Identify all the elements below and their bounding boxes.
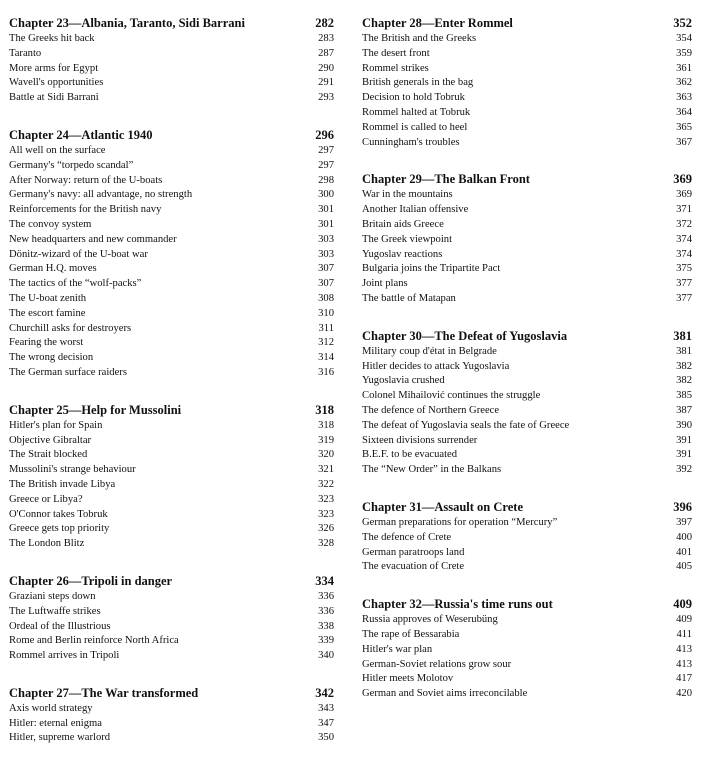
entry-page-number: 391 xyxy=(676,434,692,446)
chapter-block xyxy=(9,402,334,552)
toc-entry xyxy=(9,522,334,537)
chapter-title: Chapter 32—Russia's time runs out xyxy=(362,597,553,612)
entry-title: Sixteen divisions surrender xyxy=(362,434,478,446)
toc-entry xyxy=(9,634,334,649)
entry-title: The desert front xyxy=(362,47,430,59)
toc-entry xyxy=(9,307,334,322)
entry-page-number: 411 xyxy=(676,628,692,640)
entry-title: Russia approves of Weserubüng xyxy=(362,614,498,626)
entry-page-number: 375 xyxy=(676,263,692,275)
toc-entry xyxy=(362,203,692,218)
toc-entry xyxy=(362,658,692,673)
entry-title: German paratroops land xyxy=(362,546,465,558)
toc-entry xyxy=(362,47,692,62)
toc-entry xyxy=(362,76,692,91)
chapter-page-number: 409 xyxy=(673,597,692,612)
toc-entry xyxy=(9,91,334,106)
chapter-block xyxy=(362,596,692,702)
entry-title: Military coup d'état in Belgrade xyxy=(362,345,497,357)
toc-entry xyxy=(9,144,334,159)
chapter-block xyxy=(362,328,692,478)
entry-title: Churchill asks for destroyers xyxy=(9,322,132,334)
entry-title: German preparations for operation “Mercury” xyxy=(362,516,558,528)
entry-page-number: 413 xyxy=(676,643,692,655)
toc-entry xyxy=(9,419,334,434)
entry-page-number: 321 xyxy=(318,464,334,476)
entry-page-number: 283 xyxy=(318,33,334,44)
entry-page-number: 301 xyxy=(318,204,334,216)
entry-title: The convoy system xyxy=(9,218,92,230)
entry-title: The German surface raiders xyxy=(9,366,127,378)
toc-entry xyxy=(362,277,692,292)
entry-title: Hitler: eternal enigma xyxy=(9,717,102,729)
entry-page-number: 371 xyxy=(676,204,692,216)
toc-entry xyxy=(9,248,334,263)
entry-title: The Strait blocked xyxy=(9,449,88,461)
chapter-heading xyxy=(9,685,334,702)
entry-page-number: 409 xyxy=(676,614,692,626)
chapter-page-number: 282 xyxy=(315,16,334,30)
chapter-block xyxy=(9,15,334,106)
entry-title: Hitler decides to attack Yugoslavia xyxy=(362,360,510,372)
entry-title: Reinforcements for the British navy xyxy=(9,204,162,216)
entry-title: Battle at Sidi Barrani xyxy=(9,92,99,104)
entry-title: All well on the surface xyxy=(9,144,106,156)
entry-page-number: 350 xyxy=(318,732,334,744)
entry-title: Bulgaria joins the Tripartite Pact xyxy=(362,263,501,275)
entry-page-number: 372 xyxy=(676,218,692,230)
entry-title: Yugoslavia crushed xyxy=(362,375,445,387)
entry-page-number: 322 xyxy=(318,478,334,490)
entry-page-number: 354 xyxy=(676,33,692,44)
entry-page-number: 382 xyxy=(676,375,692,387)
entry-title: Axis world strategy xyxy=(9,702,93,714)
chapter-title: Chapter 29—The Balkan Front xyxy=(362,172,530,187)
entry-page-number: 361 xyxy=(676,62,692,74)
chapter-title: Chapter 27—The War transformed xyxy=(9,685,199,700)
toc-entry xyxy=(362,419,692,434)
entry-page-number: 417 xyxy=(676,673,692,685)
chapter-heading xyxy=(9,573,334,590)
toc-entry xyxy=(9,277,334,292)
entry-title: War in the mountains xyxy=(362,189,453,201)
toc-entry xyxy=(9,605,334,620)
toc-entry xyxy=(9,76,334,91)
entry-title: O'Connor takes Tobruk xyxy=(9,508,108,520)
entry-title: The British invade Libya xyxy=(9,478,116,490)
toc-entry xyxy=(362,233,692,248)
toc-entry xyxy=(9,336,334,351)
toc-entry xyxy=(9,322,334,337)
entry-page-number: 382 xyxy=(676,360,692,372)
toc-entry xyxy=(9,590,334,605)
toc-entry xyxy=(9,351,334,366)
entry-title: Taranto xyxy=(9,47,42,59)
chapter-heading xyxy=(362,596,692,613)
chapter-title: Chapter 25—Help for Mussolini xyxy=(9,402,182,417)
chapter-title: Chapter 26—Tripoli in danger xyxy=(9,573,173,588)
entry-page-number: 365 xyxy=(676,121,692,133)
entry-page-number: 374 xyxy=(676,233,692,245)
entry-page-number: 413 xyxy=(676,658,692,670)
toc-entry xyxy=(362,292,692,307)
entry-title: The London Blitz xyxy=(9,538,85,550)
entry-page-number: 377 xyxy=(676,292,692,304)
entry-page-number: 297 xyxy=(318,144,334,156)
chapter-block xyxy=(9,127,334,381)
toc-entry xyxy=(9,366,334,381)
toc-entry xyxy=(362,463,692,478)
chapter-title: Chapter 31—Assault on Crete xyxy=(362,499,523,514)
toc-entry xyxy=(362,248,692,263)
toc-entry xyxy=(9,649,334,664)
toc-entry xyxy=(362,374,692,389)
entry-page-number: 310 xyxy=(318,307,334,319)
entry-title: The Greek viewpoint xyxy=(362,233,453,245)
toc-entry xyxy=(9,731,334,746)
toc-entry xyxy=(362,91,692,106)
toc-entry xyxy=(362,613,692,628)
entry-page-number: 343 xyxy=(318,702,334,714)
chapter-page-number: 369 xyxy=(673,172,692,187)
entry-page-number: 359 xyxy=(676,47,692,59)
entry-page-number: 314 xyxy=(318,352,334,364)
entry-page-number: 391 xyxy=(676,449,692,461)
toc-entry xyxy=(9,262,334,277)
entry-title: Germany's navy: all advantage, no strength xyxy=(9,189,193,201)
toc-entry xyxy=(9,174,334,189)
toc-entry xyxy=(9,537,334,552)
toc-column-right xyxy=(362,15,692,723)
entry-page-number: 318 xyxy=(318,419,334,431)
entry-title: The wrong decision xyxy=(9,352,94,364)
chapter-heading xyxy=(9,402,334,419)
entry-title: The “New Order” in the Balkans xyxy=(362,464,502,476)
entry-title: The defence of Crete xyxy=(362,531,452,543)
toc-entry xyxy=(362,389,692,404)
entry-page-number: 340 xyxy=(318,650,334,662)
entry-page-number: 377 xyxy=(676,278,692,290)
entry-page-number: 401 xyxy=(676,546,692,558)
chapter-title: Chapter 28—Enter Rommel xyxy=(362,16,513,30)
chapter-title: Chapter 24—Atlantic 1940 xyxy=(9,127,153,142)
entry-title: B.E.F. to be evacuated xyxy=(362,449,458,461)
entry-page-number: 400 xyxy=(676,531,692,543)
entry-page-number: 316 xyxy=(318,366,334,378)
toc-entry xyxy=(362,434,692,449)
entry-title: British generals in the bag xyxy=(362,77,474,89)
toc-entry xyxy=(362,628,692,643)
toc-column-left xyxy=(9,15,334,767)
entry-page-number: 381 xyxy=(676,345,692,357)
entry-title: Joint plans xyxy=(362,278,408,290)
entry-page-number: 364 xyxy=(676,106,692,118)
chapter-heading xyxy=(362,328,692,345)
entry-page-number: 363 xyxy=(676,92,692,104)
entry-page-number: 397 xyxy=(676,516,692,528)
entry-page-number: 336 xyxy=(318,590,334,602)
entry-title: The defence of Northern Greece xyxy=(362,404,500,416)
toc-entry xyxy=(9,434,334,449)
entry-page-number: 369 xyxy=(676,189,692,201)
entry-title: Greece or Libya? xyxy=(9,493,83,505)
entry-page-number: 307 xyxy=(318,278,334,290)
entry-page-number: 367 xyxy=(676,136,692,148)
entry-page-number: 323 xyxy=(318,493,334,505)
entry-page-number: 338 xyxy=(318,620,334,632)
entry-page-number: 312 xyxy=(318,337,334,349)
entry-page-number: 390 xyxy=(676,419,692,431)
entry-title: The rape of Bessarabia xyxy=(362,628,460,640)
toc-entry xyxy=(362,546,692,561)
entry-title: Dönitz-wizard of the U-boat war xyxy=(9,248,148,260)
entry-page-number: 287 xyxy=(318,47,334,59)
toc-entry xyxy=(362,32,692,47)
entry-title: Wavell's opportunities xyxy=(9,77,104,89)
entry-title: Rommel halted at Tobruk xyxy=(362,106,471,118)
entry-page-number: 298 xyxy=(318,174,334,186)
chapter-title: Chapter 23—Albania, Taranto, Sidi Barrani xyxy=(9,16,245,30)
entry-title: Rommel is called to heel xyxy=(362,121,468,133)
entry-title: Yugoslav reactions xyxy=(362,248,443,260)
entry-title: Another Italian offensive xyxy=(362,204,469,216)
chapter-block xyxy=(9,685,334,746)
toc-entry xyxy=(9,508,334,523)
chapter-block xyxy=(362,499,692,575)
entry-title: Germany's “torpedo scandal” xyxy=(9,159,134,171)
chapter-heading xyxy=(362,171,692,188)
entry-title: Cunningham's troubles xyxy=(362,136,460,148)
entry-page-number: 308 xyxy=(318,292,334,304)
toc-entry xyxy=(9,478,334,493)
entry-title: Objective Gibraltar xyxy=(9,434,92,446)
entry-page-number: 323 xyxy=(318,508,334,520)
toc-entry xyxy=(362,106,692,121)
entry-title: The tactics of the “wolf-packs” xyxy=(9,278,142,290)
entry-title: The U-boat zenith xyxy=(9,292,87,304)
entry-page-number: 374 xyxy=(676,248,692,260)
entry-page-number: 290 xyxy=(318,62,334,74)
toc-entry xyxy=(362,643,692,658)
entry-page-number: 420 xyxy=(676,688,692,700)
toc-entry xyxy=(9,233,334,248)
entry-title: Hitler's plan for Spain xyxy=(9,419,103,431)
toc-entry xyxy=(9,292,334,307)
toc-entry xyxy=(362,262,692,277)
toc-entry xyxy=(362,516,692,531)
entry-title: Rommel strikes xyxy=(362,62,429,74)
entry-title: German-Soviet relations grow sour xyxy=(362,658,512,670)
chapter-block xyxy=(362,171,692,306)
toc-entry xyxy=(9,32,334,47)
toc-entry xyxy=(362,687,692,702)
entry-title: The escort famine xyxy=(9,307,86,319)
toc-entry xyxy=(9,218,334,233)
toc-entry xyxy=(362,360,692,375)
chapter-page-number: 296 xyxy=(315,127,334,142)
toc-entry xyxy=(9,463,334,478)
entry-title: The evacuation of Crete xyxy=(362,561,465,573)
entry-title: German H.Q. moves xyxy=(9,263,97,275)
toc-entry xyxy=(362,218,692,233)
entry-page-number: 320 xyxy=(318,449,334,461)
entry-title: Hitler, supreme warlord xyxy=(9,732,111,744)
entry-page-number: 339 xyxy=(318,635,334,647)
entry-title: Mussolini's strange behaviour xyxy=(9,464,136,476)
entry-title: The Luftwaffe strikes xyxy=(9,605,101,617)
entry-title: Greece gets top priority xyxy=(9,523,110,535)
entry-title: More arms for Egypt xyxy=(9,62,99,74)
chapter-title: Chapter 30—The Defeat of Yugoslavia xyxy=(362,328,568,343)
toc-entry xyxy=(362,136,692,151)
entry-title: The Greeks hit back xyxy=(9,33,95,44)
toc-entry xyxy=(362,531,692,546)
toc-entry xyxy=(9,702,334,717)
entry-page-number: 293 xyxy=(318,92,334,104)
entry-title: The defeat of Yugoslavia seals the fate of Greece xyxy=(362,419,570,431)
entry-title: Rome and Berlin reinforce North Africa xyxy=(9,635,179,647)
toc-entry xyxy=(9,159,334,174)
entry-title: Rommel arrives in Tripoli xyxy=(9,650,120,662)
entry-page-number: 347 xyxy=(318,717,334,729)
entry-page-number: 300 xyxy=(318,189,334,201)
chapter-page-number: 334 xyxy=(315,573,334,588)
toc-entry xyxy=(9,620,334,635)
toc-entry xyxy=(9,47,334,62)
chapter-block xyxy=(9,573,334,664)
toc-entry xyxy=(9,62,334,77)
entry-page-number: 291 xyxy=(318,77,334,89)
entry-page-number: 301 xyxy=(318,218,334,230)
entry-page-number: 319 xyxy=(318,434,334,446)
toc-entry xyxy=(362,448,692,463)
chapter-page-number: 318 xyxy=(315,402,334,417)
chapter-block xyxy=(362,15,692,150)
entry-title: Britain aids Greece xyxy=(362,218,444,230)
toc-entry xyxy=(362,121,692,136)
toc-entry xyxy=(362,188,692,203)
entry-title: The British and the Greeks xyxy=(362,33,477,44)
toc-entry xyxy=(9,203,334,218)
entry-title: Fearing the worst xyxy=(9,337,84,349)
entry-title: New headquarters and new commander xyxy=(9,233,177,245)
toc-entry xyxy=(9,493,334,508)
chapter-heading xyxy=(9,127,334,144)
chapter-heading xyxy=(9,15,334,32)
chapter-page-number: 381 xyxy=(673,328,692,343)
entry-page-number: 405 xyxy=(676,561,692,573)
toc-entry xyxy=(362,672,692,687)
toc-entry xyxy=(9,448,334,463)
chapter-page-number: 396 xyxy=(673,499,692,514)
toc-entry xyxy=(9,188,334,203)
toc-entry xyxy=(362,345,692,360)
toc-entry xyxy=(362,62,692,77)
entry-page-number: 336 xyxy=(318,605,334,617)
entry-title: The battle of Matapan xyxy=(362,292,456,304)
entry-title: Hitler meets Molotov xyxy=(362,673,454,685)
entry-page-number: 387 xyxy=(676,404,692,416)
chapter-page-number: 342 xyxy=(315,685,334,700)
entry-page-number: 326 xyxy=(318,523,334,535)
entry-title: Colonel Mihailović continues the struggle xyxy=(362,390,541,402)
chapter-heading xyxy=(362,15,692,32)
entry-title: Hitler's war plan xyxy=(362,643,433,655)
toc-entry xyxy=(362,404,692,419)
entry-page-number: 303 xyxy=(318,248,334,260)
entry-title: Graziani steps down xyxy=(9,590,96,602)
entry-page-number: 297 xyxy=(318,159,334,171)
chapter-page-number: 352 xyxy=(673,16,692,30)
entry-page-number: 392 xyxy=(676,464,692,476)
chapter-heading xyxy=(362,499,692,516)
entry-page-number: 307 xyxy=(318,263,334,275)
entry-title: Decision to hold Tobruk xyxy=(362,92,465,104)
entry-title: After Norway: return of the U-boats xyxy=(9,174,163,186)
entry-title: German and Soviet aims irreconcilable xyxy=(362,688,528,700)
entry-title: Ordeal of the Illustrious xyxy=(9,620,111,632)
toc-entry xyxy=(362,560,692,575)
entry-page-number: 303 xyxy=(318,233,334,245)
entry-page-number: 385 xyxy=(676,390,692,402)
entry-page-number: 311 xyxy=(318,322,334,334)
entry-page-number: 362 xyxy=(676,77,692,89)
entry-page-number: 328 xyxy=(318,538,334,550)
toc-entry xyxy=(9,717,334,732)
